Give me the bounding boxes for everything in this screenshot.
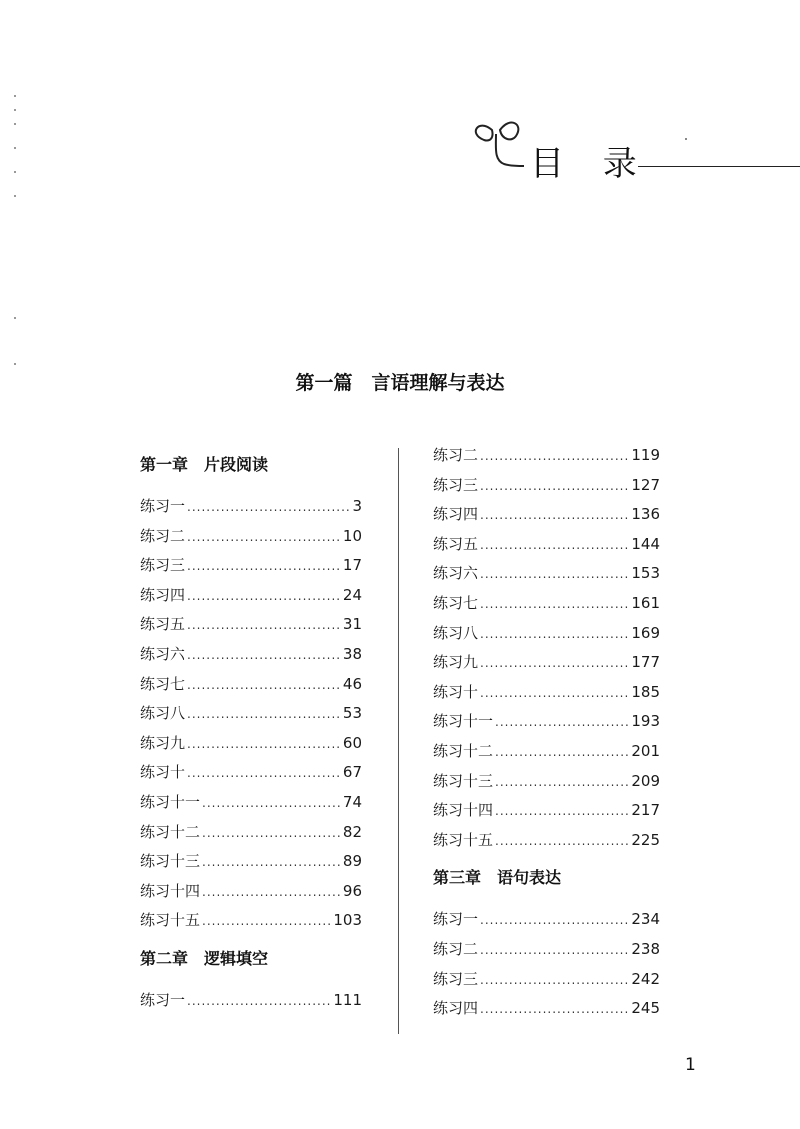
toc-entry-label: 练习五 <box>433 534 479 553</box>
toc-entry-page: 74 <box>342 792 362 811</box>
toc-entry-page: 38 <box>342 644 362 663</box>
toc-entry[interactable] <box>140 818 362 848</box>
toc-entry-page: 177 <box>631 653 660 672</box>
toc-entry-label: 练习四 <box>433 999 479 1018</box>
toc-right-column <box>433 441 660 1024</box>
toc-entry-page: 144 <box>631 534 660 553</box>
dot-leader <box>187 582 341 612</box>
dot-leader <box>480 531 629 561</box>
dot-leader <box>480 995 629 1025</box>
toc-entry-page: 136 <box>631 505 660 524</box>
chapter-heading: 第二章 逻辑填空 <box>140 948 269 968</box>
toc-entry-label: 练习一 <box>140 990 186 1009</box>
toc-entry[interactable] <box>140 847 362 877</box>
toc-entry[interactable] <box>433 530 660 560</box>
toc-entry-page: 185 <box>631 682 660 701</box>
toc-entry[interactable] <box>433 737 660 767</box>
toc-entry-label: 练习十四 <box>140 881 201 900</box>
toc-entry[interactable] <box>140 986 362 1016</box>
toc-entry[interactable] <box>433 441 660 471</box>
dot-leader <box>495 797 629 827</box>
toc-entry-page: 234 <box>631 910 660 929</box>
toc-entry[interactable] <box>140 640 362 670</box>
dot-leader <box>495 708 629 738</box>
dot-leader <box>187 730 341 760</box>
toc-entry[interactable] <box>433 500 660 530</box>
toc-entry-label: 练习十二 <box>433 741 494 760</box>
toc-entry[interactable] <box>433 905 660 935</box>
toc-entry-label: 练习十二 <box>140 822 201 841</box>
chapter-heading: 第三章 语句表达 <box>433 868 562 888</box>
toc-entry-label: 练习十五 <box>433 830 494 849</box>
dot-leader <box>480 442 629 472</box>
toc-entry-page: 127 <box>631 475 660 494</box>
toc-entry-label: 练习二 <box>433 446 479 464</box>
dot-leader <box>202 789 341 819</box>
dot-leader <box>480 472 629 502</box>
toc-header <box>470 112 800 192</box>
toc-entry-page: 24 <box>342 585 362 604</box>
dot-leader <box>480 501 629 531</box>
toc-entry[interactable] <box>433 619 660 649</box>
toc-entry[interactable] <box>140 877 362 907</box>
chapter-heading: 第一章 片段阅读 <box>140 455 269 474</box>
toc-entry-page: 82 <box>342 822 362 841</box>
toc-entry[interactable] <box>433 826 660 856</box>
dot-leader <box>187 523 341 553</box>
toc-entry-label: 练习三 <box>433 475 479 494</box>
dot-leader <box>187 641 341 671</box>
toc-entry-label: 练习一 <box>433 910 479 929</box>
toc-entry-label: 练习九 <box>433 653 479 672</box>
toc-entry[interactable] <box>140 551 362 581</box>
toc-entry[interactable] <box>433 965 660 995</box>
toc-entry-label: 练习十三 <box>140 852 201 871</box>
toc-entry-page: 119 <box>631 446 660 464</box>
toc-entry-label: 练习九 <box>140 733 186 752</box>
toc-title: 目 录 <box>530 144 651 184</box>
toc-entry-page: 111 <box>333 990 362 1009</box>
toc-entry[interactable] <box>140 581 362 611</box>
toc-entry-label: 练习十四 <box>433 801 494 820</box>
toc-entry-page: 169 <box>631 623 660 642</box>
toc-entry[interactable] <box>433 678 660 708</box>
toc-entry-label: 练习六 <box>433 564 479 583</box>
toc-entry-page: 161 <box>631 593 660 612</box>
toc-entry[interactable] <box>140 788 362 818</box>
toc-entry-page: 10 <box>342 526 362 545</box>
toc-entry[interactable] <box>433 796 660 826</box>
toc-entry-label: 练习十 <box>140 763 186 782</box>
toc-entry[interactable] <box>140 699 362 729</box>
toc-entry-page: 46 <box>342 674 362 693</box>
dot-leader <box>480 966 629 996</box>
toc-entry[interactable] <box>433 648 660 678</box>
toc-entry[interactable] <box>140 906 362 936</box>
toc-entry-page: 67 <box>342 763 362 782</box>
toc-entry-page: 89 <box>342 852 362 871</box>
dot-leader <box>187 671 341 701</box>
dot-leader <box>480 679 629 709</box>
dot-leader <box>480 936 629 966</box>
toc-entry-label: 练习四 <box>433 505 479 524</box>
toc-entry-page: 3 <box>352 497 362 515</box>
dot-leader <box>187 759 341 789</box>
toc-entry-label: 练习二 <box>433 939 479 958</box>
toc-entry[interactable] <box>140 758 362 788</box>
toc-entry-label: 练习十三 <box>433 771 494 790</box>
toc-entry-label: 练习十 <box>433 682 479 701</box>
dot-leader <box>480 906 629 936</box>
toc-entry[interactable] <box>433 767 660 797</box>
toc-entry-page: 201 <box>631 741 660 760</box>
page-number: 1 <box>685 1055 696 1075</box>
toc-entry-page: 103 <box>333 911 362 930</box>
toc-entry-page: 193 <box>631 712 660 731</box>
dot-leader <box>202 878 341 908</box>
toc-entry-page: 60 <box>342 733 362 752</box>
toc-entry-label: 练习十一 <box>140 792 201 811</box>
toc-entry-page: 245 <box>631 999 660 1018</box>
toc-left-column <box>140 448 362 1016</box>
toc-entry-label: 练习五 <box>140 615 186 634</box>
toc-entry-label: 练习一 <box>140 497 186 515</box>
toc-entry[interactable] <box>433 707 660 737</box>
toc-entry[interactable] <box>140 610 362 640</box>
toc-entry-page: 217 <box>631 801 660 820</box>
toc-entry-page: 17 <box>342 556 362 575</box>
dot-leader <box>480 590 629 620</box>
part-title: 第一篇 言语理解与表达 <box>295 372 505 394</box>
toc-entry-page: 238 <box>631 939 660 958</box>
toc-entry-label: 练习三 <box>140 556 186 575</box>
toc-entry-label: 练习四 <box>140 585 186 604</box>
toc-entry-label: 练习十一 <box>433 712 494 731</box>
title-rule <box>638 166 800 167</box>
toc-entry[interactable] <box>433 935 660 965</box>
toc-entry[interactable] <box>433 994 660 1024</box>
toc-entry-label: 练习三 <box>433 969 479 988</box>
toc-entry-label: 练习十五 <box>140 911 201 930</box>
toc-entry[interactable] <box>433 589 660 619</box>
toc-entry-label: 练习七 <box>433 593 479 612</box>
toc-entry-label: 练习二 <box>140 526 186 545</box>
dot-leader <box>202 848 341 878</box>
scan-margin-marks <box>14 95 20 375</box>
toc-entry[interactable] <box>433 559 660 589</box>
toc-entry-page: 53 <box>342 704 362 723</box>
dot-leader <box>187 987 331 1017</box>
toc-entry-label: 练习七 <box>140 674 186 693</box>
toc-entry[interactable] <box>140 670 362 700</box>
toc-entry-page: 153 <box>631 564 660 583</box>
dot-leader <box>480 649 629 679</box>
toc-entry-page: 209 <box>631 771 660 790</box>
dot-leader <box>202 907 331 937</box>
toc-entry-page: 242 <box>631 969 660 988</box>
toc-entry[interactable] <box>433 471 660 501</box>
dot-leader <box>187 611 341 641</box>
toc-entry-label: 练习八 <box>433 623 479 642</box>
toc-entry-page: 96 <box>342 881 362 900</box>
toc-entry-page: 225 <box>631 830 660 849</box>
dot-leader <box>495 738 629 768</box>
toc-entry-label: 练习六 <box>140 644 186 663</box>
toc-entry-label: 练习八 <box>140 704 186 723</box>
dot-leader <box>187 552 341 582</box>
dot-leader <box>187 493 350 523</box>
dot-leader <box>202 819 341 849</box>
toc-entry[interactable] <box>140 522 362 552</box>
toc-entry-page: 31 <box>342 615 362 634</box>
dot-leader <box>187 700 341 730</box>
toc-entry[interactable] <box>140 492 362 522</box>
dot-leader <box>495 827 629 857</box>
dot-leader <box>495 768 629 798</box>
dot-leader <box>480 560 629 590</box>
toc-entry[interactable] <box>140 729 362 759</box>
column-divider <box>398 448 399 1034</box>
dot-leader <box>480 620 629 650</box>
